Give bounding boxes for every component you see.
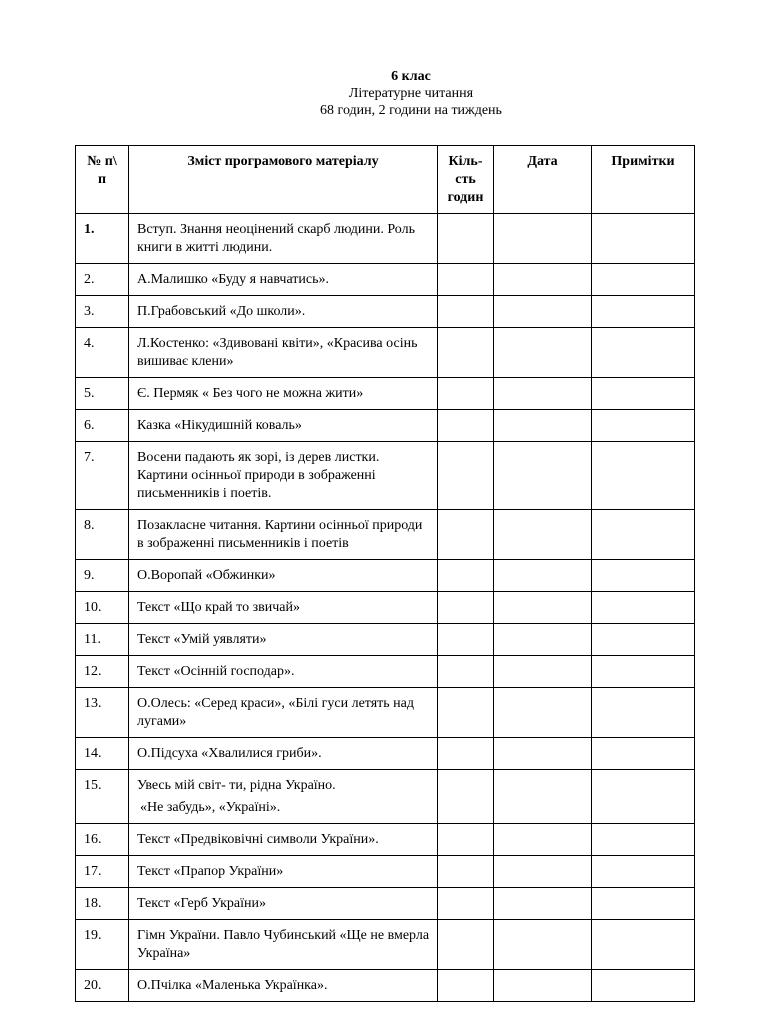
- notes-cell: [592, 688, 695, 738]
- notes-cell: [592, 592, 695, 624]
- table-row: [76, 264, 695, 296]
- hours-cell: [438, 920, 494, 970]
- column-header-number: № п\ п: [76, 146, 129, 214]
- date-cell: [494, 442, 592, 510]
- row-number: 11.: [76, 624, 129, 656]
- document-header: [0, 68, 768, 119]
- table-header-row: [76, 146, 695, 214]
- row-number: 19.: [76, 920, 129, 970]
- notes-cell: [592, 296, 695, 328]
- row-topic-text: Є. Пермяк « Без чого не можна жити»: [137, 386, 364, 401]
- row-number: 17.: [76, 856, 129, 888]
- hours-cell: [438, 688, 494, 738]
- notes-cell: [592, 856, 695, 888]
- row-topic-text: О.Пчілка «Маленька Українка».: [137, 978, 328, 993]
- hours-cell: [438, 624, 494, 656]
- table-row: [76, 214, 695, 264]
- row-topic-text: Гімн України. Павло Чубинський «Ще не вмерла Україна»: [137, 928, 430, 961]
- row-topic-text: О.Воропай «Обжинки»: [137, 568, 276, 583]
- row-topic-text: А.Малишко «Буду я навчатись».: [137, 272, 330, 287]
- date-cell: [494, 264, 592, 296]
- row-topic-text: О.Підсуха «Хвалилися гриби».: [137, 746, 322, 761]
- date-cell: [494, 824, 592, 856]
- date-cell: [494, 856, 592, 888]
- hours-cell: [438, 738, 494, 770]
- table-row: [76, 888, 695, 920]
- row-number: 15.: [76, 770, 129, 824]
- column-header-content: Зміст програмового матеріалу: [129, 146, 438, 214]
- notes-cell: [592, 824, 695, 856]
- curriculum-table: [75, 145, 695, 1002]
- table-row: [76, 624, 695, 656]
- row-topic-subtext: «Не забудь», «Україні».: [140, 800, 281, 815]
- date-cell: [494, 970, 592, 1002]
- date-cell: [494, 560, 592, 592]
- row-topic: [129, 560, 438, 592]
- date-cell: [494, 738, 592, 770]
- row-topic-text: Текст «Осінній господар».: [137, 664, 295, 679]
- date-cell: [494, 888, 592, 920]
- table-body: [76, 214, 695, 1002]
- table-row: [76, 378, 695, 410]
- row-topic-text: П.Грабовський «До школи».: [137, 304, 306, 319]
- hours-cell: [438, 970, 494, 1002]
- row-topic: [129, 824, 438, 856]
- class-title: 6 клас: [391, 69, 431, 84]
- notes-cell: [592, 624, 695, 656]
- date-cell: [494, 624, 592, 656]
- notes-cell: [592, 328, 695, 378]
- table-row: [76, 560, 695, 592]
- date-cell: [494, 592, 592, 624]
- row-topic: [129, 442, 438, 510]
- notes-cell: [592, 770, 695, 824]
- row-topic: [129, 738, 438, 770]
- hours-cell: [438, 560, 494, 592]
- row-topic-text: Л.Костенко: «Здивовані квіти», «Красива осінь вишиває клени»: [137, 336, 418, 369]
- hours-cell: [438, 378, 494, 410]
- date-cell: [494, 510, 592, 560]
- hours-cell: [438, 296, 494, 328]
- notes-cell: [592, 442, 695, 510]
- row-number: 10.: [76, 592, 129, 624]
- hours-cell: [438, 442, 494, 510]
- row-topic: [129, 888, 438, 920]
- row-topic: [129, 770, 438, 824]
- row-topic: [129, 328, 438, 378]
- date-cell: [494, 296, 592, 328]
- row-topic-text: Позакласне читання. Картини осінньої природи в зображенні письменників і поетів: [137, 518, 423, 551]
- row-number: 13.: [76, 688, 129, 738]
- row-number: 4.: [76, 328, 129, 378]
- column-header-hours-count: Кіль-сть годин: [438, 146, 494, 214]
- row-number: 3.: [76, 296, 129, 328]
- date-cell: [494, 328, 592, 378]
- row-topic: [129, 510, 438, 560]
- hours-cell: [438, 656, 494, 688]
- row-topic: [129, 296, 438, 328]
- column-header-date: Дата: [494, 146, 592, 214]
- date-cell: [494, 410, 592, 442]
- row-topic-text: Текст «Прапор України»: [137, 864, 284, 879]
- notes-cell: [592, 888, 695, 920]
- row-topic: [129, 592, 438, 624]
- row-topic: [129, 688, 438, 738]
- row-number: 8.: [76, 510, 129, 560]
- hours-cell: [438, 888, 494, 920]
- table-row: [76, 328, 695, 378]
- row-number: 6.: [76, 410, 129, 442]
- notes-cell: [592, 264, 695, 296]
- notes-cell: [592, 378, 695, 410]
- table-row: [76, 920, 695, 970]
- table-row: [76, 688, 695, 738]
- table-row: [76, 510, 695, 560]
- hours-cell: [438, 770, 494, 824]
- notes-cell: [592, 510, 695, 560]
- hours-cell: [438, 264, 494, 296]
- table-row: [76, 656, 695, 688]
- hours-cell: [438, 592, 494, 624]
- table-row: [76, 738, 695, 770]
- row-number: 2.: [76, 264, 129, 296]
- row-number: 18.: [76, 888, 129, 920]
- hours-cell: [438, 510, 494, 560]
- row-topic-text: Текст «Умій уявляти»: [137, 632, 267, 647]
- notes-cell: [592, 656, 695, 688]
- table-row: [76, 592, 695, 624]
- table-row: [76, 970, 695, 1002]
- row-topic: [129, 214, 438, 264]
- notes-cell: [592, 560, 695, 592]
- date-cell: [494, 770, 592, 824]
- notes-cell: [592, 920, 695, 970]
- row-topic-text: Текст «Предвіковічні символи України».: [137, 832, 379, 847]
- row-topic-text: О.Олесь: «Серед краси», «Білі гуси летять над лугами»: [137, 696, 415, 729]
- date-cell: [494, 920, 592, 970]
- row-number: 16.: [76, 824, 129, 856]
- table-row: [76, 824, 695, 856]
- notes-cell: [592, 738, 695, 770]
- hours-cell: [438, 856, 494, 888]
- row-topic: [129, 970, 438, 1002]
- table-row: [76, 856, 695, 888]
- subject-title: Літературне читання: [348, 86, 474, 101]
- row-topic: [129, 410, 438, 442]
- row-number: 5.: [76, 378, 129, 410]
- row-topic-text: Восени падають як зорі, із дерев листки. Картини осінньої природи в зображенні письменників і поетів.: [137, 450, 380, 501]
- row-topic-text: Текст «Що край то звичай»: [137, 600, 300, 615]
- row-number: 7.: [76, 442, 129, 510]
- row-number: 12.: [76, 656, 129, 688]
- row-topic: [129, 656, 438, 688]
- notes-cell: [592, 410, 695, 442]
- row-topic-text: Вступ. Знання неоцінений скарб людини. Роль книги в житті людини.: [137, 222, 415, 255]
- row-topic: [129, 920, 438, 970]
- table-row: [76, 410, 695, 442]
- row-topic-text: Текст «Герб України»: [137, 896, 266, 911]
- row-number: 9.: [76, 560, 129, 592]
- date-cell: [494, 214, 592, 264]
- hours-cell: [438, 410, 494, 442]
- notes-cell: [592, 970, 695, 1002]
- notes-cell: [592, 214, 695, 264]
- hours-cell: [438, 214, 494, 264]
- date-cell: [494, 656, 592, 688]
- table-row: [76, 770, 695, 824]
- row-topic: [129, 264, 438, 296]
- hours-subtitle: 68 годин, 2 години на тиждень: [320, 103, 502, 118]
- column-header-notes: Примітки: [592, 146, 695, 214]
- date-cell: [494, 378, 592, 410]
- hours-cell: [438, 824, 494, 856]
- row-number: 14.: [76, 738, 129, 770]
- row-number: 20.: [76, 970, 129, 1002]
- row-topic: [129, 378, 438, 410]
- table-row: [76, 296, 695, 328]
- row-number: 1.: [76, 214, 129, 264]
- hours-cell: [438, 328, 494, 378]
- row-topic: [129, 856, 438, 888]
- row-topic: [129, 624, 438, 656]
- row-topic-text: Казка «Нікудишній коваль»: [137, 418, 302, 433]
- row-topic-text: Увесь мій світ- ти, рідна Україно.: [137, 778, 336, 793]
- table-row: [76, 442, 695, 510]
- date-cell: [494, 688, 592, 738]
